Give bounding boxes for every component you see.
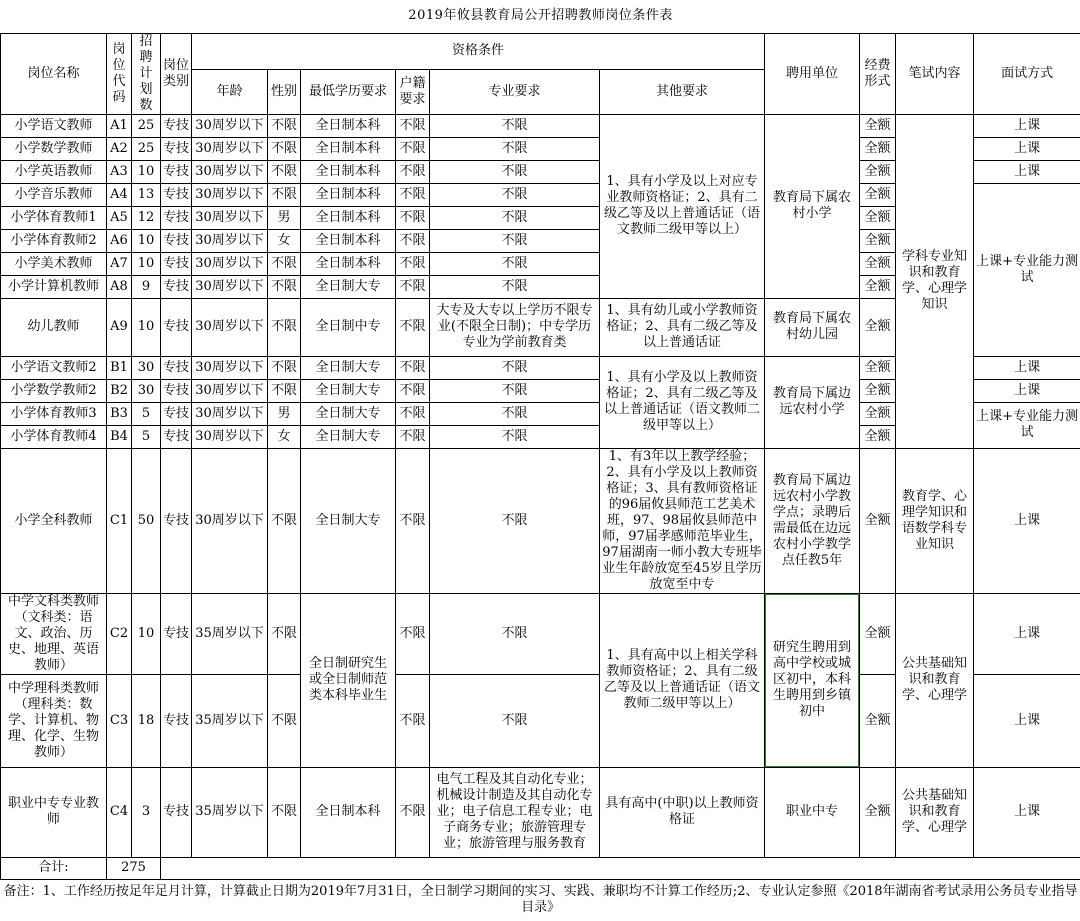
cell-education: 全日制大专 [301,275,396,298]
cell-funding: 全额 [860,356,896,379]
cell-category: 专技 [161,448,192,593]
cell-hukou: 不限 [396,425,430,448]
cell-post-name: 小学语文教师2 [1,356,107,379]
cell-education: 全日制本科 [301,206,396,229]
cell-plan: 12 [132,206,161,229]
cell-major: 不限 [430,425,600,448]
cell-post-code: A9 [107,298,132,356]
cell-hukou: 不限 [396,252,430,275]
cell-category: 专技 [161,229,192,252]
cell-hukou: 不限 [396,206,430,229]
cell-written: 教育学、心理学知识和语数学科专业知识 [896,448,974,593]
cell-plan: 10 [132,593,161,674]
cell-hukou: 不限 [396,448,430,593]
cell-category: 专技 [161,137,192,160]
cell-funding: 全额 [860,674,896,767]
cell-age: 35周岁以下 [192,593,268,674]
cell-major: 不限 [430,275,600,298]
cell-employer-a: 教育局下属农村小学 [765,114,860,298]
cell-post-code: A4 [107,183,132,206]
cell-education: 全日制本科 [301,229,396,252]
cell-post-code: C4 [107,767,132,857]
table-row [1,448,1080,593]
cell-gender: 不限 [268,114,301,137]
cell-category: 专技 [161,298,192,356]
cell-age: 30周岁以下 [192,183,268,206]
cell-post-name: 小学数学教师2 [1,379,107,402]
cell-major: 不限 [430,137,600,160]
cell-gender: 不限 [268,252,301,275]
cell-major: 不限 [430,206,600,229]
cell-interview-a4-a9: 上课+专业能力测试 [974,183,1080,356]
cell-hukou: 不限 [396,137,430,160]
cell-interview: 上课 [974,593,1080,674]
cell-funding: 全额 [860,593,896,674]
total-value: 275 [107,857,161,879]
cell-post-code: C3 [107,674,132,767]
cell-hukou: 不限 [396,356,430,379]
cell-post-code: A6 [107,229,132,252]
cell-age: 30周岁以下 [192,229,268,252]
header-major: 专业要求 [430,70,600,114]
cell-age: 30周岁以下 [192,298,268,356]
cell-written-ab: 学科专业知识和教育学、心理学知识 [896,114,974,448]
cell-plan: 10 [132,252,161,275]
cell-gender: 不限 [268,448,301,593]
cell-major: 不限 [430,448,600,593]
cell-post-code: A7 [107,252,132,275]
header-post-code: 岗位代码 [107,33,132,114]
cell-hukou: 不限 [396,674,430,767]
cell-funding: 全额 [860,160,896,183]
cell-post-name: 小学体育教师4 [1,425,107,448]
cell-major: 不限 [430,674,600,767]
cell-gender: 不限 [268,593,301,674]
cell-post-code: B4 [107,425,132,448]
cell-age: 35周岁以下 [192,674,268,767]
cell-education: 全日制大专 [301,425,396,448]
cell-funding: 全额 [860,767,896,857]
cell-gender: 男 [268,402,301,425]
cell-category: 专技 [161,252,192,275]
cell-education-c2-c3: 全日制研究生或全日制师范类本科毕业生 [301,593,396,767]
cell-category: 专技 [161,674,192,767]
cell-hukou: 不限 [396,593,430,674]
header-written: 笔试内容 [896,33,974,114]
cell-interview: 上课 [974,448,1080,593]
cell-funding: 全额 [860,229,896,252]
cell-written-c2-c3: 公共基础知识和教育学、心理学 [896,593,974,767]
cell-education: 全日制大专 [301,448,396,593]
cell-plan: 5 [132,402,161,425]
cell-post-code: A1 [107,114,132,137]
cell-education: 全日制大专 [301,356,396,379]
cell-education: 全日制本科 [301,252,396,275]
cell-age: 30周岁以下 [192,448,268,593]
cell-major: 不限 [430,229,600,252]
header-post-name: 岗位名称 [1,33,107,114]
cell-major: 不限 [430,593,600,674]
cell-plan: 5 [132,425,161,448]
cell-hukou: 不限 [396,298,430,356]
cell-education: 全日制本科 [301,114,396,137]
cell-age: 30周岁以下 [192,114,268,137]
cell-other: 1、具有幼儿或小学教师资格证；2、具有二级乙等及以上普通话证 [600,298,765,356]
total-label: 合计: [1,857,107,879]
cell-plan: 10 [132,298,161,356]
cell-category: 专技 [161,183,192,206]
cell-post-name: 小学体育教师1 [1,206,107,229]
cell-post-name: 小学体育教师3 [1,402,107,425]
cell-post-code: A2 [107,137,132,160]
cell-age: 30周岁以下 [192,160,268,183]
cell-funding: 全额 [860,425,896,448]
cell-post-name: 小学音乐教师 [1,183,107,206]
cell-post-name: 小学全科教师 [1,448,107,593]
cell-plan: 30 [132,379,161,402]
cell-funding: 全额 [860,206,896,229]
cell-interview-b3-b4: 上课+专业能力测试 [974,402,1080,448]
cell-hukou: 不限 [396,379,430,402]
cell-plan: 18 [132,674,161,767]
cell-funding: 全额 [860,298,896,356]
header-education: 最低学历要求 [301,70,396,114]
cell-category: 专技 [161,275,192,298]
cell-plan: 30 [132,356,161,379]
cell-post-name: 小学美术教师 [1,252,107,275]
total-spacer [161,857,1080,879]
cell-post-code: A8 [107,275,132,298]
cell-funding: 全额 [860,275,896,298]
cell-interview: 上课 [974,356,1080,379]
cell-plan: 50 [132,448,161,593]
cell-age: 30周岁以下 [192,137,268,160]
cell-funding: 全额 [860,448,896,593]
cell-funding: 全额 [860,252,896,275]
cell-gender: 不限 [268,767,301,857]
cell-employer-b: 教育局下属边远农村小学 [765,356,860,448]
cell-category: 专技 [161,160,192,183]
cell-employer: 教育局下属农村幼儿园 [765,298,860,356]
cell-category: 专技 [161,425,192,448]
cell-major: 不限 [430,379,600,402]
cell-post-code: C1 [107,448,132,593]
cell-major: 不限 [430,356,600,379]
cell-written: 公共基础知识和教育学、心理学 [896,767,974,857]
cell-category: 专技 [161,593,192,674]
cell-plan: 25 [132,137,161,160]
cell-category: 专技 [161,767,192,857]
cell-age: 30周岁以下 [192,252,268,275]
cell-gender: 不限 [268,183,301,206]
cell-major: 大专及大专以上学历不限专业(不限全日制)；中专学历专业为学前教育类 [430,298,600,356]
cell-interview: 上课 [974,767,1080,857]
header-other: 其他要求 [600,70,765,114]
cell-funding: 全额 [860,114,896,137]
cell-age: 30周岁以下 [192,402,268,425]
cell-education: 全日制本科 [301,137,396,160]
cell-hukou: 不限 [396,275,430,298]
cell-post-name: 小学计算机教师 [1,275,107,298]
cell-education: 全日制本科 [301,160,396,183]
cell-post-name: 职业中专专业教师 [1,767,107,857]
cell-education: 全日制中专 [301,298,396,356]
cell-major: 不限 [430,114,600,137]
cell-other-c2-c3: 1、具有高中以上相关学科教师资格证；2、具有二级乙等及以上普通话证（语文教师二级甲等以上） [600,593,765,767]
cell-interview: 上课 [974,379,1080,402]
cell-funding: 全额 [860,379,896,402]
cell-hukou: 不限 [396,114,430,137]
cell-education: 全日制大专 [301,379,396,402]
cell-gender: 男 [268,206,301,229]
cell-gender: 不限 [268,379,301,402]
cell-funding: 全额 [860,137,896,160]
table-row [1,593,1080,674]
cell-interview: 上课 [974,137,1080,160]
header-hukou: 户籍要求 [396,70,430,114]
cell-gender: 不限 [268,137,301,160]
cell-other: 具有高中(中职)以上教师资格证 [600,767,765,857]
cell-major: 不限 [430,183,600,206]
cell-category: 专技 [161,379,192,402]
table-row [1,767,1080,857]
cell-hukou: 不限 [396,183,430,206]
header-plan: 招聘计划数 [132,33,161,114]
cell-post-code: B2 [107,379,132,402]
cell-gender: 女 [268,425,301,448]
cell-age: 30周岁以下 [192,379,268,402]
cell-category: 专技 [161,206,192,229]
cell-post-code: B1 [107,356,132,379]
cell-interview: 上课 [974,114,1080,137]
cell-post-name: 中学文科类教师（文科类：语文、政治、历史、地理、英语教师） [1,593,107,674]
cell-age: 30周岁以下 [192,356,268,379]
cell-employer-c2-c3: 研究生聘用到高中学校或城区初中，本科生聘用到乡镇初中 [765,593,860,767]
cell-plan: 10 [132,160,161,183]
total-row [1,857,1080,879]
cell-education: 全日制本科 [301,767,396,857]
cell-plan: 13 [132,183,161,206]
cell-plan: 3 [132,767,161,857]
cell-major: 不限 [430,252,600,275]
cell-other: 1、有3年以上教学经验；2、具有小学及以上教师资格证；3、具有教师资格证的96届攸县师范工艺美术班，97、98届攸县师范中师，97届孝感师范毕业生，97届湖南一师小教大专班毕业生年龄放宽至45岁且学历放宽至中专 [600,448,765,593]
cell-age: 30周岁以下 [192,206,268,229]
cell-gender: 不限 [268,160,301,183]
cell-gender: 不限 [268,275,301,298]
cell-funding: 全额 [860,402,896,425]
header-category: 岗位类别 [161,33,192,114]
cell-gender: 不限 [268,356,301,379]
cell-employer: 教育局下属边远农村小学教学点；录聘后需最低在边远农村小学教学点任教5年 [765,448,860,593]
header-gender: 性别 [268,70,301,114]
page-title: 2019年攸县教育局公开招聘教师岗位条件表 [1,0,1080,33]
cell-gender: 不限 [268,674,301,767]
cell-interview: 上课 [974,160,1080,183]
cell-hukou: 不限 [396,402,430,425]
cell-gender: 女 [268,229,301,252]
cell-age: 30周岁以下 [192,425,268,448]
cell-post-name: 小学语文教师 [1,114,107,137]
cell-post-code: A3 [107,160,132,183]
table-row [1,114,1080,137]
cell-post-code: C2 [107,593,132,674]
cell-interview: 上课 [974,674,1080,767]
cell-category: 专技 [161,402,192,425]
cell-major: 电气工程及其自动化专业；机械设计制造及其自动化专业；电子信息工程专业；电子商务专业；旅游管理专业；旅游管理与服务教育 [430,767,600,857]
cell-other-a: 1、具有小学及以上对应专业教师资格证；2、具有二级乙等及以上普通话证（语文教师二级甲等以上） [600,114,765,298]
cell-education: 全日制本科 [301,183,396,206]
cell-post-name: 小学英语教师 [1,160,107,183]
cell-gender: 不限 [268,298,301,356]
cell-post-code: A5 [107,206,132,229]
header-employer: 聘用单位 [765,33,860,114]
cell-post-name: 小学体育教师2 [1,229,107,252]
cell-employer: 职业中专 [765,767,860,857]
cell-major: 不限 [430,160,600,183]
cell-plan: 9 [132,275,161,298]
cell-age: 30周岁以下 [192,275,268,298]
cell-post-name: 幼儿教师 [1,298,107,356]
header-age: 年龄 [192,70,268,114]
cell-age: 35周岁以下 [192,767,268,857]
cell-major: 不限 [430,402,600,425]
header-interview: 面试方式 [974,33,1080,114]
cell-education: 全日制大专 [301,402,396,425]
cell-hukou: 不限 [396,229,430,252]
cell-category: 专技 [161,356,192,379]
cell-hukou: 不限 [396,767,430,857]
header-qualification: 资格条件 [192,33,765,70]
cell-category: 专技 [161,114,192,137]
cell-plan: 25 [132,114,161,137]
footnote: 备注：1、工作经历按足年足月计算，计算截止日期为2019年7月31日，全日制学习期间的实习、实践、兼职均不计算工作经历;2、专业认定参照《2018年湖南省考试录用公务员专业指导目录》 [1,879,1080,921]
cell-funding: 全额 [860,183,896,206]
cell-other-b: 1、具有小学及以上教师资格证；2、具有二级乙等及以上普通话证（语文教师二级甲等以上） [600,356,765,448]
cell-plan: 10 [132,229,161,252]
cell-post-name: 中学理科类教师（理科类：数学、计算机、物理、化学、生物教师） [1,674,107,767]
cell-hukou: 不限 [396,160,430,183]
cell-post-name: 小学数学教师 [1,137,107,160]
note-row [1,879,1080,921]
cell-post-code: B3 [107,402,132,425]
header-funding: 经费形式 [860,33,896,114]
